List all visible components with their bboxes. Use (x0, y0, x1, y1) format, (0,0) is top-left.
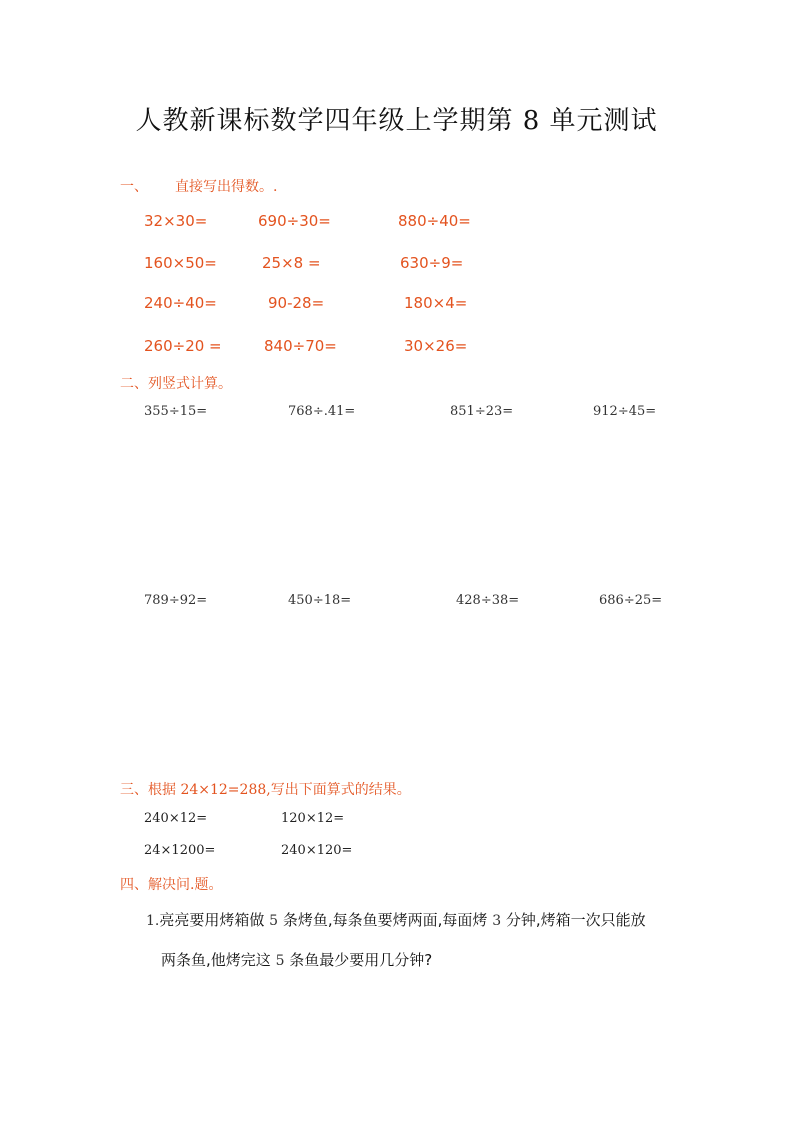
problem-number-value: 5 (275, 953, 285, 969)
oral-item: 25×8 = (262, 254, 321, 272)
oral-item: 180×4= (404, 294, 468, 312)
vertical-calc-item: 450÷18= (288, 593, 352, 608)
vertical-calc-item: 686÷25= (599, 593, 663, 608)
vertical-calc-item: 789÷92= (144, 593, 208, 608)
problem-1-line-1 (146, 909, 646, 930)
oral-item: 30×26= (404, 337, 468, 355)
problem-text: 两条鱼,他烤完这 (161, 951, 271, 969)
oral-item: 260÷20 = (144, 337, 222, 355)
section4-heading: 四、解决问.题。 (120, 877, 223, 893)
problem-1-line-2 (161, 949, 432, 970)
section2-heading: 二、列竖式计算。 (120, 376, 232, 392)
section1-heading-number: 一、 (120, 179, 148, 195)
vertical-calc-item: 912÷45= (593, 404, 657, 419)
oral-item: 32×30= (144, 212, 208, 230)
section1-heading: 直接写出得数。. (175, 179, 278, 195)
problem-text: 条烤鱼,每条鱼要烤两面,每面烤 (282, 911, 488, 929)
oral-item: 240÷40= (144, 294, 217, 312)
calc-item: 120×12= (281, 811, 345, 826)
problem-number: 1. (146, 913, 160, 929)
oral-item: 880÷40= (398, 212, 471, 230)
problem-text: 亮亮要用烤箱做 (159, 911, 265, 929)
page-title: 人教新课标数学四年级上学期第 8 单元测试 (135, 106, 658, 136)
vertical-calc-item: 851÷23= (450, 404, 514, 419)
section3-heading: 三、根据 24×12=288,写出下面算式的结果。 (120, 782, 411, 798)
calc-item: 240×12= (144, 811, 208, 826)
oral-item: 90-28= (268, 294, 325, 312)
calc-item: 240×120= (281, 843, 353, 858)
oral-item: 160×50= (144, 254, 217, 272)
vertical-calc-item: 768÷.41= (288, 404, 356, 419)
problem-number-value: 5 (269, 913, 279, 929)
vertical-calc-item: 355÷15= (144, 404, 208, 419)
oral-item: 690÷30= (258, 212, 331, 230)
problem-text: 分钟,烤箱一次只能放 (505, 911, 646, 929)
problem-number-value: 3 (492, 913, 502, 929)
vertical-calc-item: 428÷38= (456, 593, 520, 608)
calc-item: 24×1200= (144, 843, 216, 858)
oral-item: 630÷9= (400, 254, 464, 272)
problem-text: 条鱼最少要用几分钟? (289, 951, 433, 969)
oral-item: 840÷70= (264, 337, 337, 355)
